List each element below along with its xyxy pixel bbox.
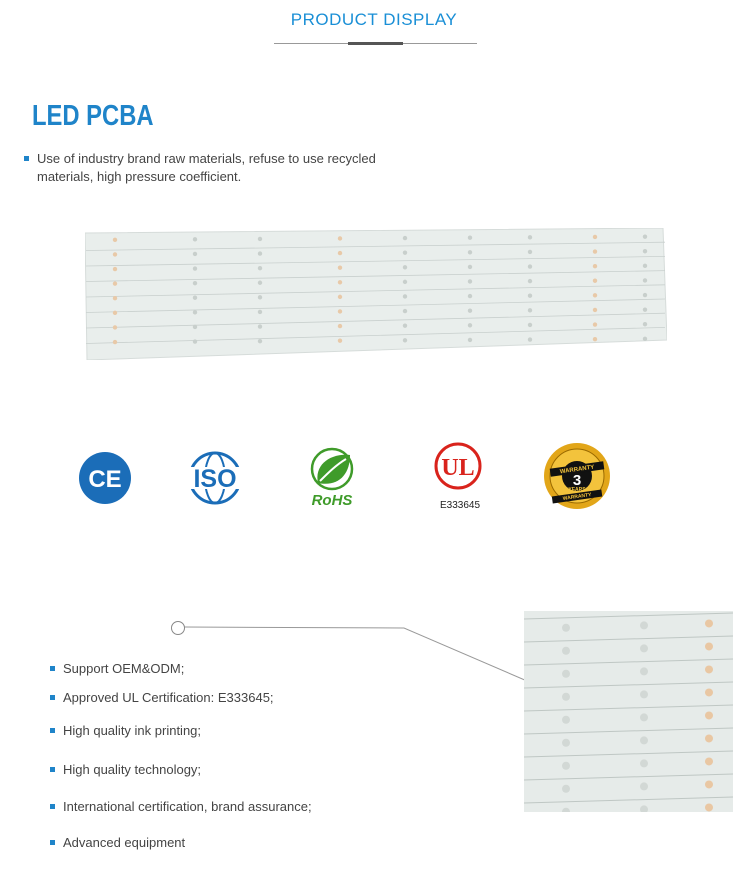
- product-description-text-2: materials, high pressure coefficient.: [37, 169, 242, 184]
- product-description-text-1: Use of industry brand raw materials, refuse to use recycled: [37, 151, 376, 166]
- feature-item: [50, 661, 184, 676]
- ce-mark-icon: [72, 445, 138, 511]
- feature-item: [50, 835, 185, 850]
- feature-text: International certification, brand assurance;: [63, 799, 312, 814]
- feature-text: High quality technology;: [63, 762, 202, 777]
- rohs-leaf-icon: [300, 445, 368, 511]
- feature-item: [50, 762, 201, 777]
- section-title: PRODUCT DISPLAY: [290, 10, 458, 29]
- product-description: [24, 150, 444, 186]
- bullet-icon: [50, 840, 55, 845]
- warranty-bottom-label: WARRANTY: [562, 492, 592, 502]
- feature-item: [50, 723, 201, 738]
- warranty-badge-icon: [542, 441, 612, 511]
- bullet-icon: [50, 728, 55, 733]
- ul-certificate-code: E333645: [439, 500, 481, 511]
- bullet-icon: [50, 767, 55, 772]
- warranty-top-label: WARRANTY: [559, 464, 595, 476]
- pcb-board-image: [85, 228, 667, 360]
- leader-circle-marker: [171, 621, 185, 635]
- bullet-icon: [50, 804, 55, 809]
- ul-mark-icon: [430, 442, 490, 514]
- iso-label: ISO: [193, 465, 237, 493]
- ce-mark-label: CE: [88, 466, 122, 493]
- warranty-number: 3: [572, 472, 582, 489]
- feature-text: High quality ink printing;: [63, 723, 202, 738]
- rohs-label: RoHS: [311, 492, 353, 509]
- bullet-icon: [50, 666, 55, 671]
- feature-text: Approved UL Certification: E333645;: [63, 690, 274, 705]
- pcb-closeup-image: [524, 611, 733, 812]
- feature-item: [50, 690, 274, 705]
- iso-logo-icon: [180, 445, 250, 511]
- feature-text: Support OEM&ODM;: [63, 661, 185, 676]
- product-description-line: [24, 150, 444, 168]
- feature-text: Advanced equipment: [63, 835, 186, 850]
- warranty-years-label: YEARS: [568, 487, 586, 493]
- product-title: LED PCBA: [32, 100, 154, 132]
- ul-mark-label: UL: [441, 455, 475, 481]
- bullet-icon: [50, 695, 55, 700]
- feature-item: [50, 799, 312, 814]
- bullet-icon: [24, 156, 29, 161]
- section-title-accent: [348, 42, 403, 45]
